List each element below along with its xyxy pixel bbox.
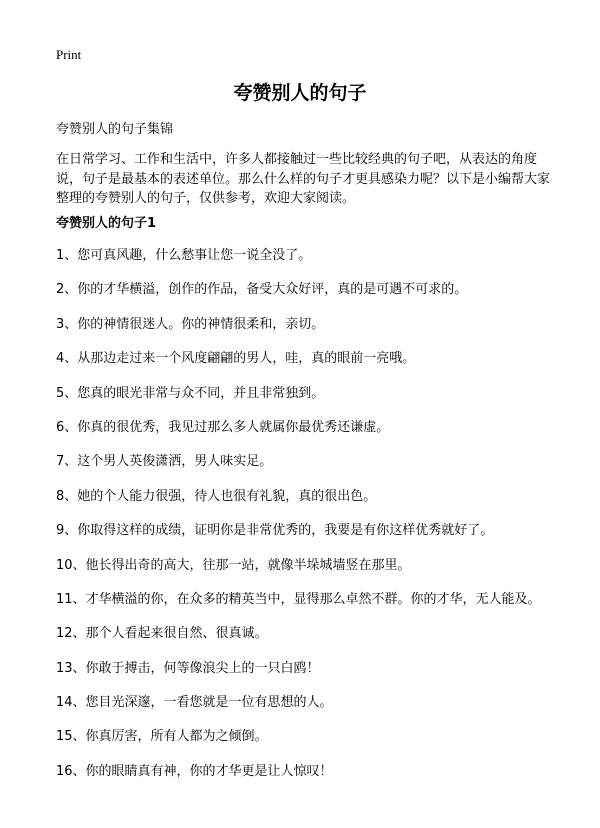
list-item: 5、您真的眼光非常与众不同，并且非常独到。	[56, 385, 325, 401]
list-item: 8、她的个人能力很强，待人也很有礼貌，真的很出色。	[56, 488, 377, 504]
sentence-list	[56, 245, 556, 795]
list-item: 12、那个人看起来很自然、很真诚。	[56, 626, 268, 642]
article-subtitle: 夸赞别人的句子集锦	[56, 122, 174, 137]
list-item: 13、你敢于搏击，何等像浪尖上的一只白鸥！	[56, 660, 320, 676]
list-item: 4、从那边走过来一个风度翩翩的男人，哇，真的眼前一亮哦。	[56, 351, 416, 367]
list-item: 2、你的才华横溢，创作的作品，备受大众好评，真的是可遇不可求的。	[56, 282, 468, 298]
print-link[interactable]: Print	[56, 47, 82, 62]
list-item: 16、你的眼睛真有神，你的才华更是让人惊叹！	[56, 763, 333, 779]
list-item: 10、他长得出奇的高大，往那一站，就像半垛城墙竖在那里。	[56, 557, 411, 573]
list-item: 15、你真厉害，所有人都为之倾倒。	[56, 729, 268, 745]
list-item: 11、才华横溢的你，在众多的精英当中，显得那么卓然不群。你的才华，无人能及。	[56, 591, 541, 607]
list-item: 7、这个男人英俊潇洒，男人味实足。	[56, 454, 273, 470]
list-item: 14、您目光深邃，一看您就是一位有思想的人。	[56, 695, 333, 711]
intro-paragraph: 在日常学习、工作和生活中，许多人都接触过一些比较经典的句子吧，从表达的角度说，句子是最基本的表述单位。那么什么样的句子才更具感染力呢？以下是小编帮大家整理的夸赞别人的句子，仅供参考，欢迎大家阅读。	[56, 152, 551, 206]
list-item: 6、你真的很优秀，我见过那么多人就属你最优秀还谦虚。	[56, 419, 390, 435]
list-item: 1、您可真风趣，什么愁事让您一说全没了。	[56, 248, 312, 263]
list-item: 3、你的神情很迷人。你的神情很柔和，亲切。	[56, 316, 325, 332]
section-heading: 夸赞别人的句子1	[56, 216, 157, 231]
page-title: 夸赞别人的句子	[233, 82, 367, 104]
list-item: 9、你取得这样的成绩，证明你是非常优秀的，我要是有你这样优秀就好了。	[56, 523, 494, 539]
